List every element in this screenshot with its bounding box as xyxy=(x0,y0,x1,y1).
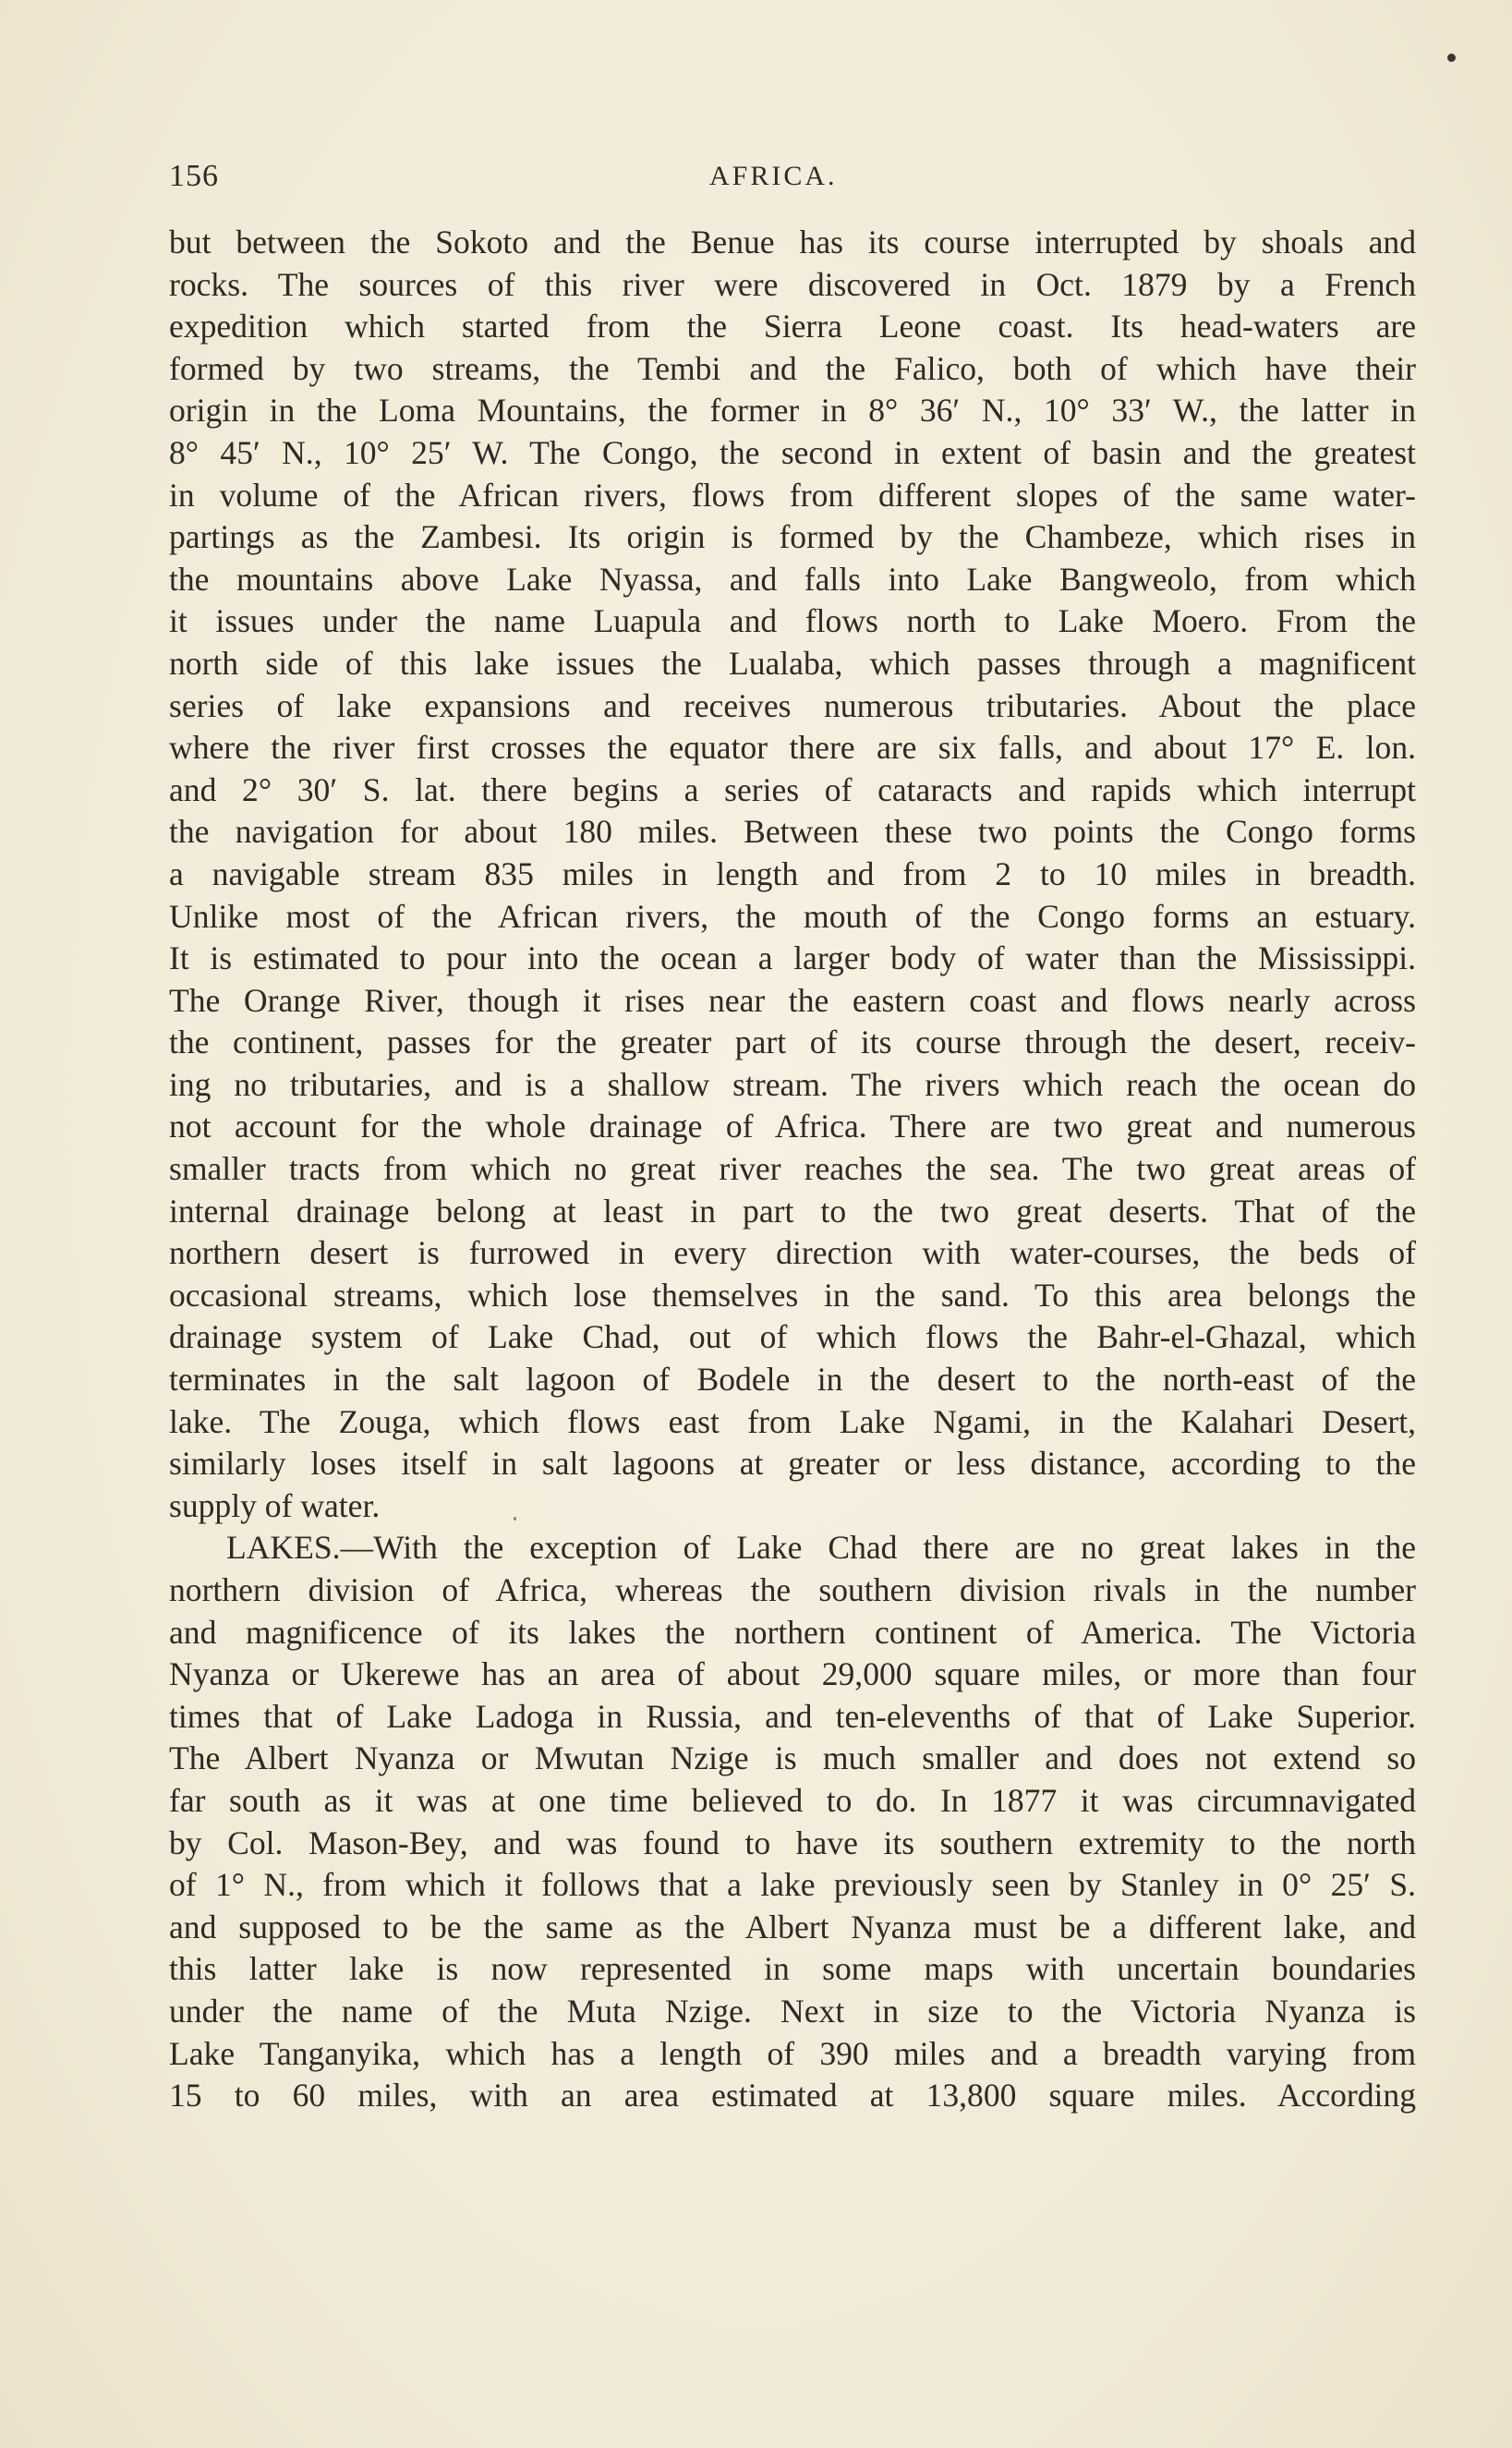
text-line: similarly loses itself in salt lagoons at greater or less distance, according to the xyxy=(169,1445,1416,1483)
paragraph-end-line: supply of water. xyxy=(169,1486,381,1524)
text-line: 8° 45′ N., 10° 25′ W. The Congo, the second in extent of basin and the greatest xyxy=(169,433,1416,471)
text-line: origin in the Loma Mountains, the former in 8° 36′ N., 10° 33′ W., the latter in xyxy=(169,392,1416,430)
text-line: a navigable stream 835 miles in length and from 2 to 10 miles in breadth. xyxy=(169,854,1416,892)
text-line: but between the Sokoto and the Benue has its course interrupted by shoals and xyxy=(169,224,1416,261)
text-line: rocks. The sources of this river were discovered in Oct. 1879 by a French xyxy=(169,265,1416,303)
text-line: The Orange River, though it rises near the eastern coast and flows nearly across xyxy=(169,981,1416,1019)
text-line: expedition which started from the Sierra Leone coast. Its head-waters are xyxy=(169,308,1416,345)
text-line: it issues under the name Luapula and flows north to Lake Moero. From the xyxy=(169,602,1416,640)
page-number: 156 xyxy=(169,159,219,193)
text-line: where the river first crosses the equator there are six falls, and about 17° E. lon. xyxy=(169,729,1416,767)
text-line: and 2° 30′ S. lat. there begins a series of cataracts and rapids which interrupt xyxy=(169,770,1416,808)
text-line: Unlike most of the African rivers, the mouth of the Congo forms an estuary. xyxy=(169,897,1416,935)
text-line: internal drainage belong at least in part to the two great deserts. That of the xyxy=(169,1192,1416,1230)
text-line: northern division of Africa, whereas the southern division rivals in the number xyxy=(169,1571,1416,1608)
running-head: AFRICA. xyxy=(709,161,838,191)
text-line: ing no tributaries, and is a shallow stream. The rivers which reach the ocean do xyxy=(169,1065,1416,1103)
text-line: partings as the Zambesi. Its origin is formed by the Chambeze, which rises in xyxy=(169,518,1416,556)
text-line: occasional streams, which lose themselves in the sand. To this area belongs the xyxy=(169,1276,1416,1314)
text-line: not account for the whole drainage of Africa. There are two great and numerous xyxy=(169,1108,1416,1145)
text-line: of 1° N., from which it follows that a lake previously seen by Stanley in 0° 25′ S. xyxy=(169,1866,1416,1904)
text-line: 15 to 60 miles, with an area estimated at 13,800 square miles. According xyxy=(169,2077,1416,2115)
text-line: drainage system of Lake Chad, out of which flows the Bahr-el-Ghazal, which xyxy=(169,1318,1416,1356)
text-line: the mountains above Lake Nyassa, and falls into Lake Bangweolo, from which xyxy=(169,560,1416,598)
text-line: north side of this lake issues the Lualaba, which passes through a magnificent xyxy=(169,644,1416,682)
text-line: this latter lake is now represented in some maps with uncertain boundaries xyxy=(169,1950,1416,1988)
text-line: lake. The Zouga, which flows east from Lake Ngami, in the Kalahari Desert, xyxy=(169,1402,1416,1440)
text-line: Nyanza or Ukerewe has an area of about 29,000 square miles, or more than four xyxy=(169,1655,1416,1693)
text-line: It is estimated to pour into the ocean a larger body of water than the Mississippi. xyxy=(169,939,1416,977)
text-line: under the name of the Muta Nzige. Next in size to the Victoria Nyanza is xyxy=(169,1992,1416,2030)
text-line: the navigation for about 180 miles. Between these two points the Congo forms xyxy=(169,813,1416,851)
text-line: the continent, passes for the greater part of its course through the desert, receiv- xyxy=(169,1024,1416,1061)
body-text xyxy=(169,222,1416,2117)
text-line: in volume of the African rivers, flows from different slopes of the same water- xyxy=(169,476,1416,514)
text-line: terminates in the salt lagoon of Bodele in the desert to the north-east of the xyxy=(169,1361,1416,1399)
text-line: The Albert Nyanza or Mwutan Nzige is much smaller and does not extend so xyxy=(169,1739,1416,1777)
text-line: smaller tracts from which no great river reaches the sea. The two great areas of xyxy=(169,1150,1416,1188)
text-line: Lake Tanganyika, which has a length of 390 miles and a breadth varying from xyxy=(169,2034,1416,2072)
ink-speck xyxy=(1447,54,1456,62)
text-line: series of lake expansions and receives numerous tributaries. About the place xyxy=(169,686,1416,724)
lakes-paragraph-start: LAKES.—With the exception of Lake Chad there are no great lakes in the xyxy=(226,1529,1416,1567)
text-line: and supposed to be the same as the Albert Nyanza must be a different lake, and xyxy=(169,1908,1416,1945)
text-line: far south as it was at one time believed to do. In 1877 it was circumnavigated xyxy=(169,1781,1416,1819)
text-line: northern desert is furrowed in every direction with water-courses, the beds of xyxy=(169,1234,1416,1272)
text-line: times that of Lake Ladoga in Russia, and ten-elevenths of that of Lake Superior. xyxy=(169,1697,1416,1735)
text-line: formed by two streams, the Tembi and the Falico, both of which have their xyxy=(169,349,1416,387)
text-line: by Col. Mason-Bey, and was found to have its southern extremity to the north xyxy=(169,1824,1416,1861)
page-header xyxy=(169,159,1416,196)
text-line: and magnificence of its lakes the northern continent of America. The Victoria xyxy=(169,1613,1416,1651)
